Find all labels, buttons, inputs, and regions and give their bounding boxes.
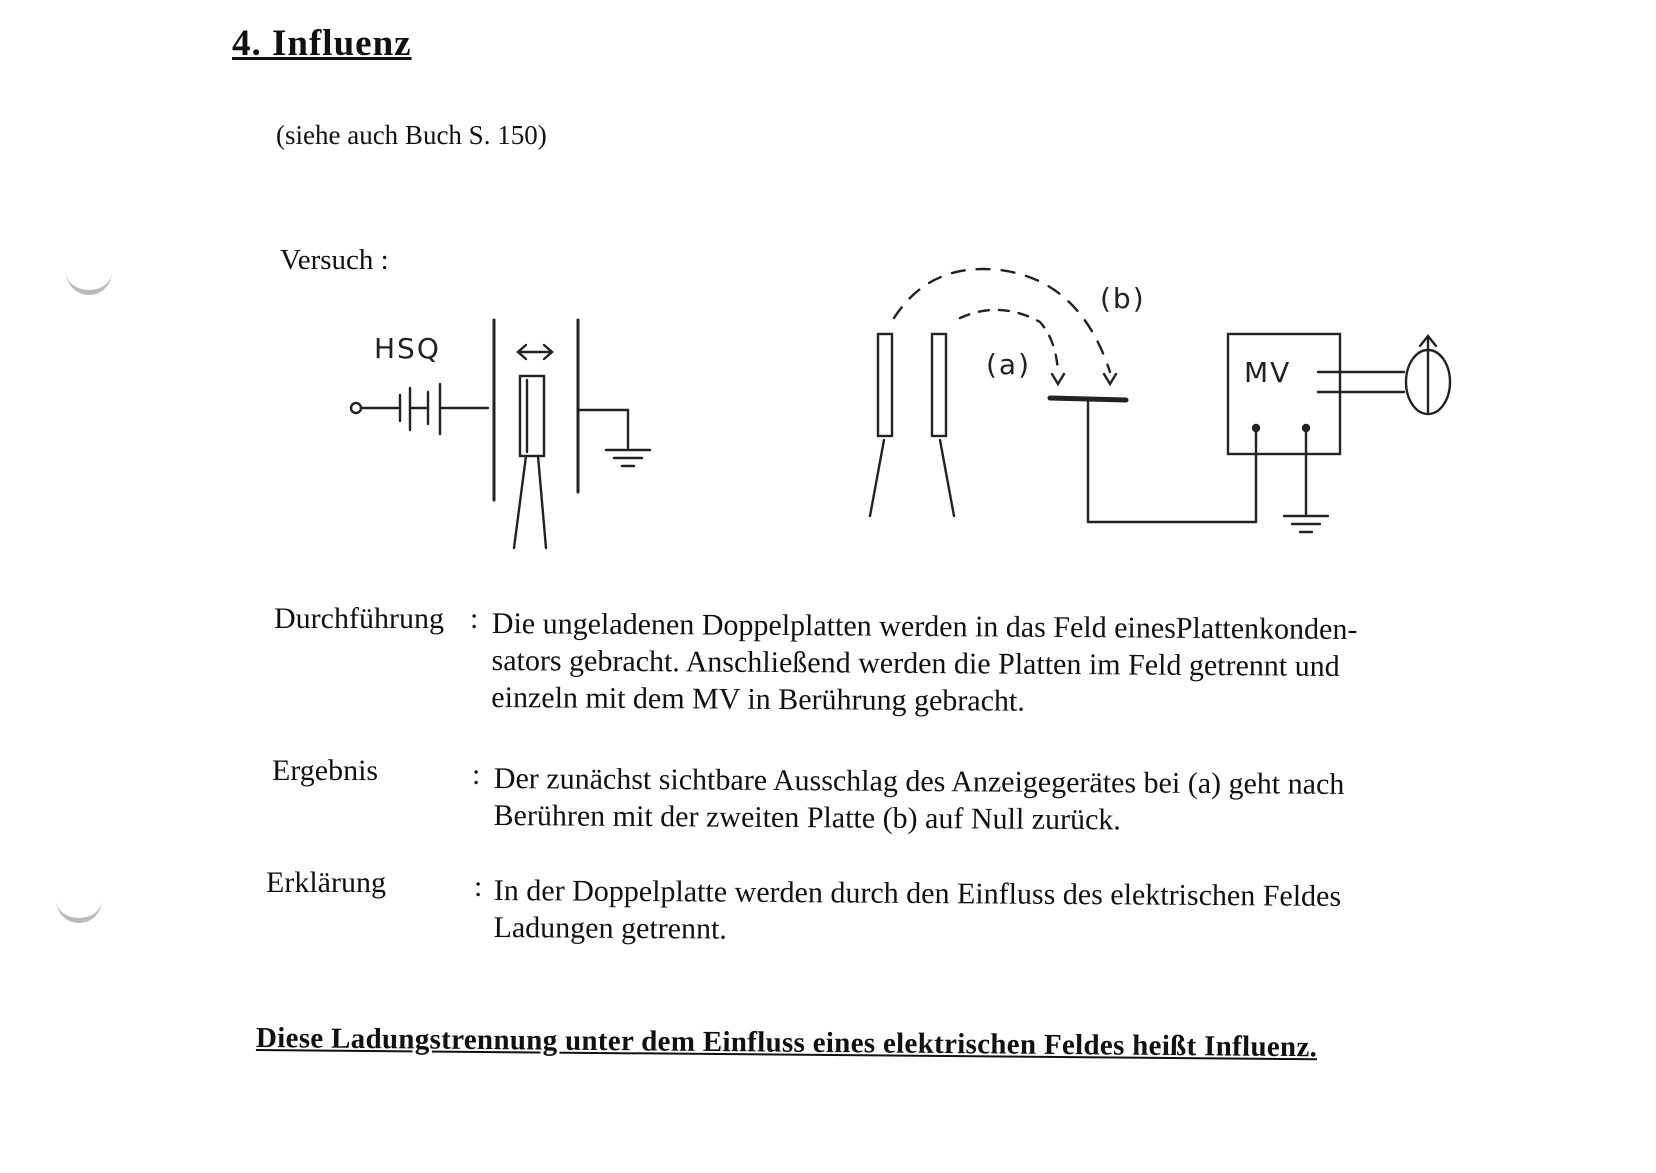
section-text-ergebnis xyxy=(493,760,1344,840)
experiment-label: Versuch : xyxy=(280,244,389,276)
plate-b xyxy=(932,334,946,436)
meter-label: MV xyxy=(1244,356,1292,389)
section-text-durchfuehrung xyxy=(491,605,1357,722)
terminal-icon xyxy=(351,403,361,413)
text-line: In der Doppelplatte werden durch den Einfluss des elektrischen Feldes xyxy=(493,873,1342,913)
ground-icon xyxy=(1284,516,1328,532)
section-term-ergebnis: Ergebnis xyxy=(272,754,379,787)
right-setup-circuit xyxy=(870,269,1450,532)
ground-icon xyxy=(606,450,650,466)
section-term-erklaerung: Erklärung xyxy=(266,866,386,899)
text-line: Berühren mit der zweiten Platte (b) auf Null zurück. xyxy=(493,798,1121,837)
book-reference: (siehe auch Buch S. 150) xyxy=(276,120,547,150)
text-line: sators gebracht. Anschließend werden die Platten im Feld getrennt und xyxy=(491,643,1340,683)
section-term-durchfuehrung: Durchführung xyxy=(274,602,444,635)
text-line: Der zunächst sichtbare Ausschlag des Anzeigegerätes bei (a) geht nach xyxy=(493,761,1345,801)
section-colon: : xyxy=(470,602,479,635)
section-text-erklaerung xyxy=(493,872,1341,952)
path-a-label: (a) xyxy=(986,348,1032,381)
conclusion-statement: Diese Ladungstrennung unter dem Einfluss eines elektrischen Feldes heißt Influenz. xyxy=(255,1022,1318,1064)
section-colon: : xyxy=(474,870,483,903)
path-b-label: (b) xyxy=(1100,282,1146,315)
source-label: HSQ xyxy=(374,332,441,365)
text-line: Die ungeladenen Doppelplatten werden in das Feld einesPlattenkonden- xyxy=(491,606,1358,647)
page-title: 4. Influenz xyxy=(232,23,412,64)
text-line: einzeln mit dem MV in Berührung gebracht. xyxy=(491,680,1025,718)
gauge-icon xyxy=(1406,336,1450,414)
text-line: Ladungen getrennt. xyxy=(493,910,727,946)
meter-box xyxy=(1228,334,1340,454)
move-arrow-icon xyxy=(518,345,552,359)
plate-a xyxy=(878,334,892,436)
section-colon: : xyxy=(472,758,481,791)
punch-hole-bottom xyxy=(56,878,102,923)
double-plate xyxy=(520,376,544,456)
